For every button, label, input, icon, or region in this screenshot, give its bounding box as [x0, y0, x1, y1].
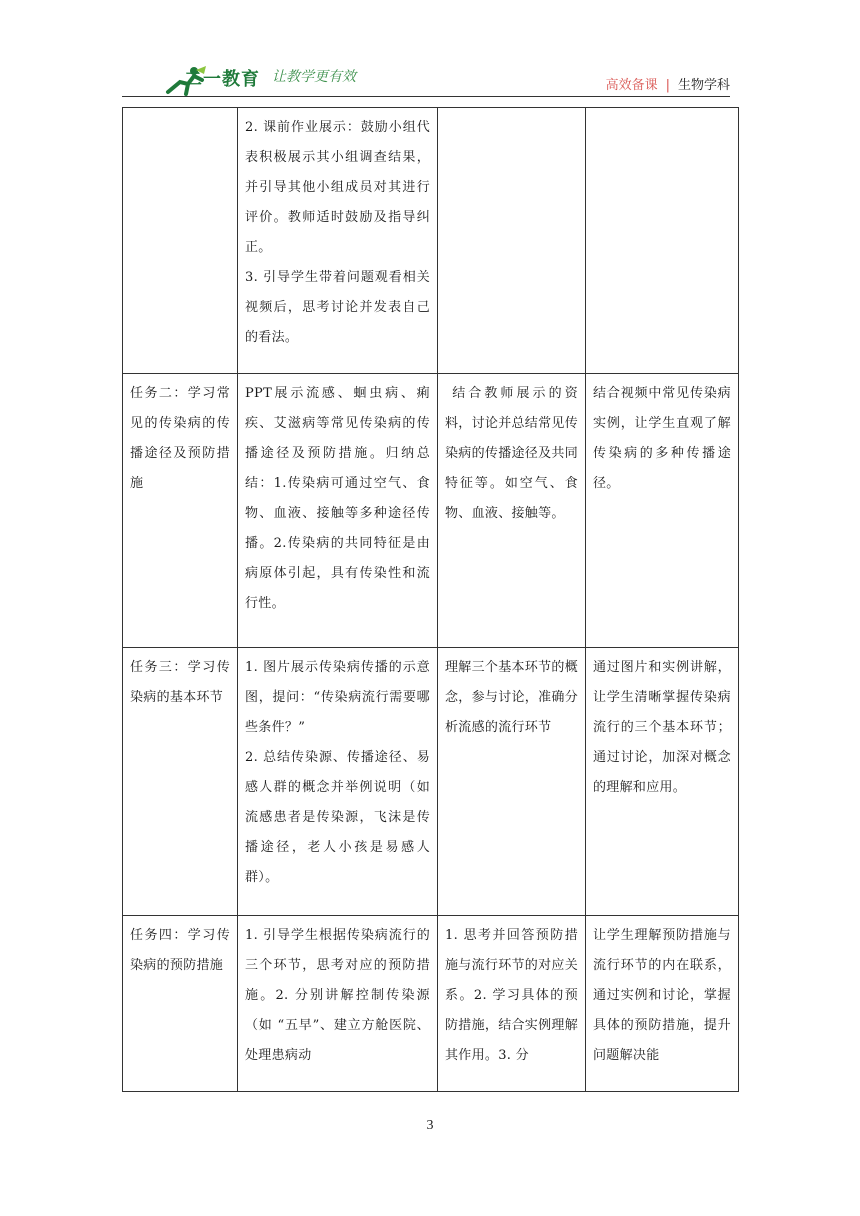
teacher-cell: PPT展示流感、蛔虫病、痢疾、艾滋病等常见传染病的传播途径及预防措施。归纳总结：1.传染病可通过空气、食物、血液、接触等多种途径传播。2.传染病的共同特征是由病原体引起，具有传染性和流行性。 [238, 374, 438, 648]
table-row [123, 916, 739, 1092]
header-rule [122, 96, 730, 97]
header-labels [606, 74, 730, 93]
intent-cell [586, 108, 739, 374]
student-cell: 理解三个基本环节的概念，参与讨论，准确分析流感的流行环节 [438, 648, 586, 916]
intent-cell: 通过图片和实例讲解，让学生清晰掌握传染病流行的三个基本环节；通过讨论，加深对概念的理解和应用。 [586, 648, 739, 916]
header-label-left: 高效备课 [605, 78, 658, 93]
intent-cell: 结合视频中常见传染病实例，让学生直观了解传染病的多种传播途径。 [586, 374, 739, 648]
task-cell [123, 108, 238, 374]
teacher-text: 2. 课前作业展示：鼓励小组代表积极展示其小组调查结果，并引导其他小组成员对其进行评价。教师适时鼓励及指导纠正。 3. 引导学生带着问题观看相关视频后，思考讨论并发表自己的看法。 [245, 120, 430, 345]
page-number: 3 [426, 1118, 434, 1133]
header-separator: | [665, 78, 670, 93]
student-cell [438, 108, 586, 374]
student-cell: 1. 思考并回答预防措施与流行环节的对应关系。2. 学习具体的预防措施，结合实例理解其作用。3. 分 [438, 916, 586, 1092]
lesson-table [122, 107, 739, 1092]
table-row [123, 108, 739, 374]
teacher-cell: 1. 引导学生根据传染病流行的三个环节，思考对应的预防措施。2. 分别讲解控制传染源（如 “五早”、建立方舱医院、处理患病动 [238, 916, 438, 1092]
slogan: 让教学更有效 [272, 69, 356, 85]
teacher-cell [238, 648, 438, 916]
table-row [123, 648, 739, 916]
teacher-cell [238, 108, 438, 374]
logo-text: 二一教育 [184, 69, 260, 90]
table-row [123, 374, 739, 648]
page-header [122, 60, 730, 96]
task-cell: 任务二：学习常见的传染病的传播途径及预防措施 [123, 374, 238, 648]
teacher-text: 1. 图片展示传染病传播的示意图，提问：“传染病流行需要哪些条件？” 2. 总结传染源、传播途径、易感人群的概念并举例说明（如流感患者是传染源，飞沫是传播途径，老人小孩是易感人群）。 [245, 660, 430, 885]
header-label-right: 生物学科 [677, 78, 730, 93]
intent-cell: 让学生理解预防措施与流行环节的内在联系，通过实例和讨论，掌握具体的预防措施，提升问题解决能 [586, 916, 739, 1092]
task-cell: 任务三：学习传染病的基本环节 [123, 648, 238, 916]
student-cell: 结合教师展示的资料，讨论并总结常见传染病的传播途径及共同特征等。如空气、食物、血液、接触等。 [438, 374, 586, 648]
task-cell: 任务四：学习传染病的预防措施 [123, 916, 238, 1092]
